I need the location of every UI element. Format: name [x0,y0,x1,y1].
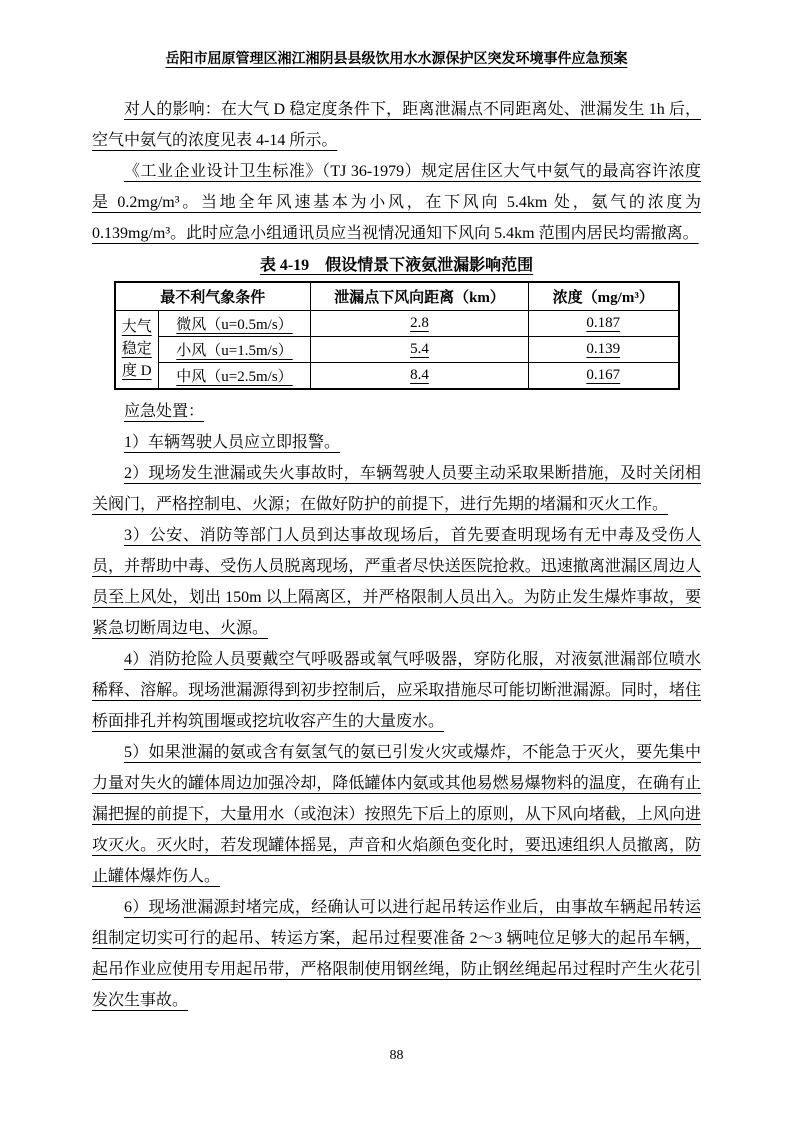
table-row [115,310,679,336]
cell-distance: 2.8 [311,310,529,336]
paragraph-step-3: 3）公安、消防等部门人员到达事故现场后，首先要查明现场有无中毒及受伤人员，并帮助中毒、受伤人员脱离现场，严重者尽快送医院抢救。迅速撤离泄漏区周边人员至上风处，划出 150m 以上隔离区，并严格限制人员出入。为防止发生爆炸事故，要紧急切断周边电、火源。 [92,526,701,637]
cell-concentration: 0.187 [529,310,679,336]
paragraph-step-4: 4）消防抢险人员要戴空气呼吸器或氧气呼吸器，穿防化服，对液氨泄漏部位喷水稀释、溶解。现场泄漏源得到初步控制后，应采取措施尽可能切断泄漏源。同时，堵住桥面排孔并构筑围堰或挖坑收容产生的大量废水。 [92,650,701,730]
paragraph-step-2: 2）现场发生泄漏或失火事故时，车辆驾驶人员要主动采取果断措施，及时关闭相关阀门，严格控制电、火源；在做好防护的前提下，进行先期的堵漏和灭火工作。 [92,464,701,513]
paragraph-step-6: 6）现场泄漏源封堵完成，经确认可以进行起吊转运作业后，由事故车辆起吊转运组制定切实可行的起吊、转运方案，起吊过程要准备 2～3 辆吨位足够大的起吊车辆，起吊作业应使用专用起吊带，严格限制使用钢丝绳，防止钢丝绳起吊过程时产生火花引发次生事故。 [92,898,701,1009]
paragraph-step-5: 5）如果泄漏的氨或含有氨氢气的氨已引发火灾或爆炸，不能急于灭火，要先集中力量对失火的罐体周边加强冷却，降低罐体内氨或其他易燃易爆物料的温度，在确有止漏把握的前提下，大量用水（或泡沫）按照先下后上的原则，从下风向堵截，上风向进攻灭火。灭火时，若发现罐体摇晃，声音和火焰颜色变化时，要迅速组织人员撤离，防止罐体爆炸伤人。 [92,743,701,885]
cell-concentration: 0.167 [529,362,679,389]
paragraph-emergency-handling-heading: 应急处置： [124,402,205,420]
row-label-atmospheric-stability: 大气稳定度 D [115,310,159,389]
header-cell-concentration: 浓度（mg/m³） [529,282,679,310]
table-4-19-title: 表 4-19 假设情景下液氨泄漏影响范围 [259,257,534,274]
cell-distance: 5.4 [311,336,529,362]
cell-condition: 小风（u=1.5m/s） [158,336,310,362]
cell-condition: 中风（u=2.5m/s） [158,362,310,389]
header-cell-downwind-distance: 泄漏点下风向距离（km） [311,282,529,310]
paragraph-impact-intro: 对人的影响：在大气 D 稳定度条件下，距离泄漏点不同距离处、泄漏发生 1h 后，空气中氨气的浓度见表 4-14 所示。 [92,101,701,149]
paragraph-step-1: 1）车辆驾驶人员应立即报警。 [124,433,341,451]
paragraph-hygiene-standard: 《工业企业设计卫生标准》（TJ 36-1979）规定居住区大气中氨气的最高容许浓度是 0.2mg/m³。当地全年风速基本为小风，在下风向 5.4km 处，氨气的浓度为 0.139mg/m³。此时应急小组通讯员应当视情况通知下风向 5.4km 范围内居民均需撤离。 [92,163,701,242]
header-cell-weather-condition: 最不利气象条件 [115,282,311,310]
page-number: 88 [389,1048,404,1063]
table-row [115,336,679,362]
cell-condition: 微风（u=0.5m/s） [158,310,310,336]
table-row [115,362,679,389]
table-header-row [115,282,679,310]
cell-distance: 8.4 [311,362,529,389]
cell-concentration: 0.139 [529,336,679,362]
doc-header-title: 岳阳市屈原管理区湘江湘阴县县级饮用水水源保护区突发环境事件应急预案 [165,52,628,67]
ammonia-leak-impact-table [114,281,680,390]
